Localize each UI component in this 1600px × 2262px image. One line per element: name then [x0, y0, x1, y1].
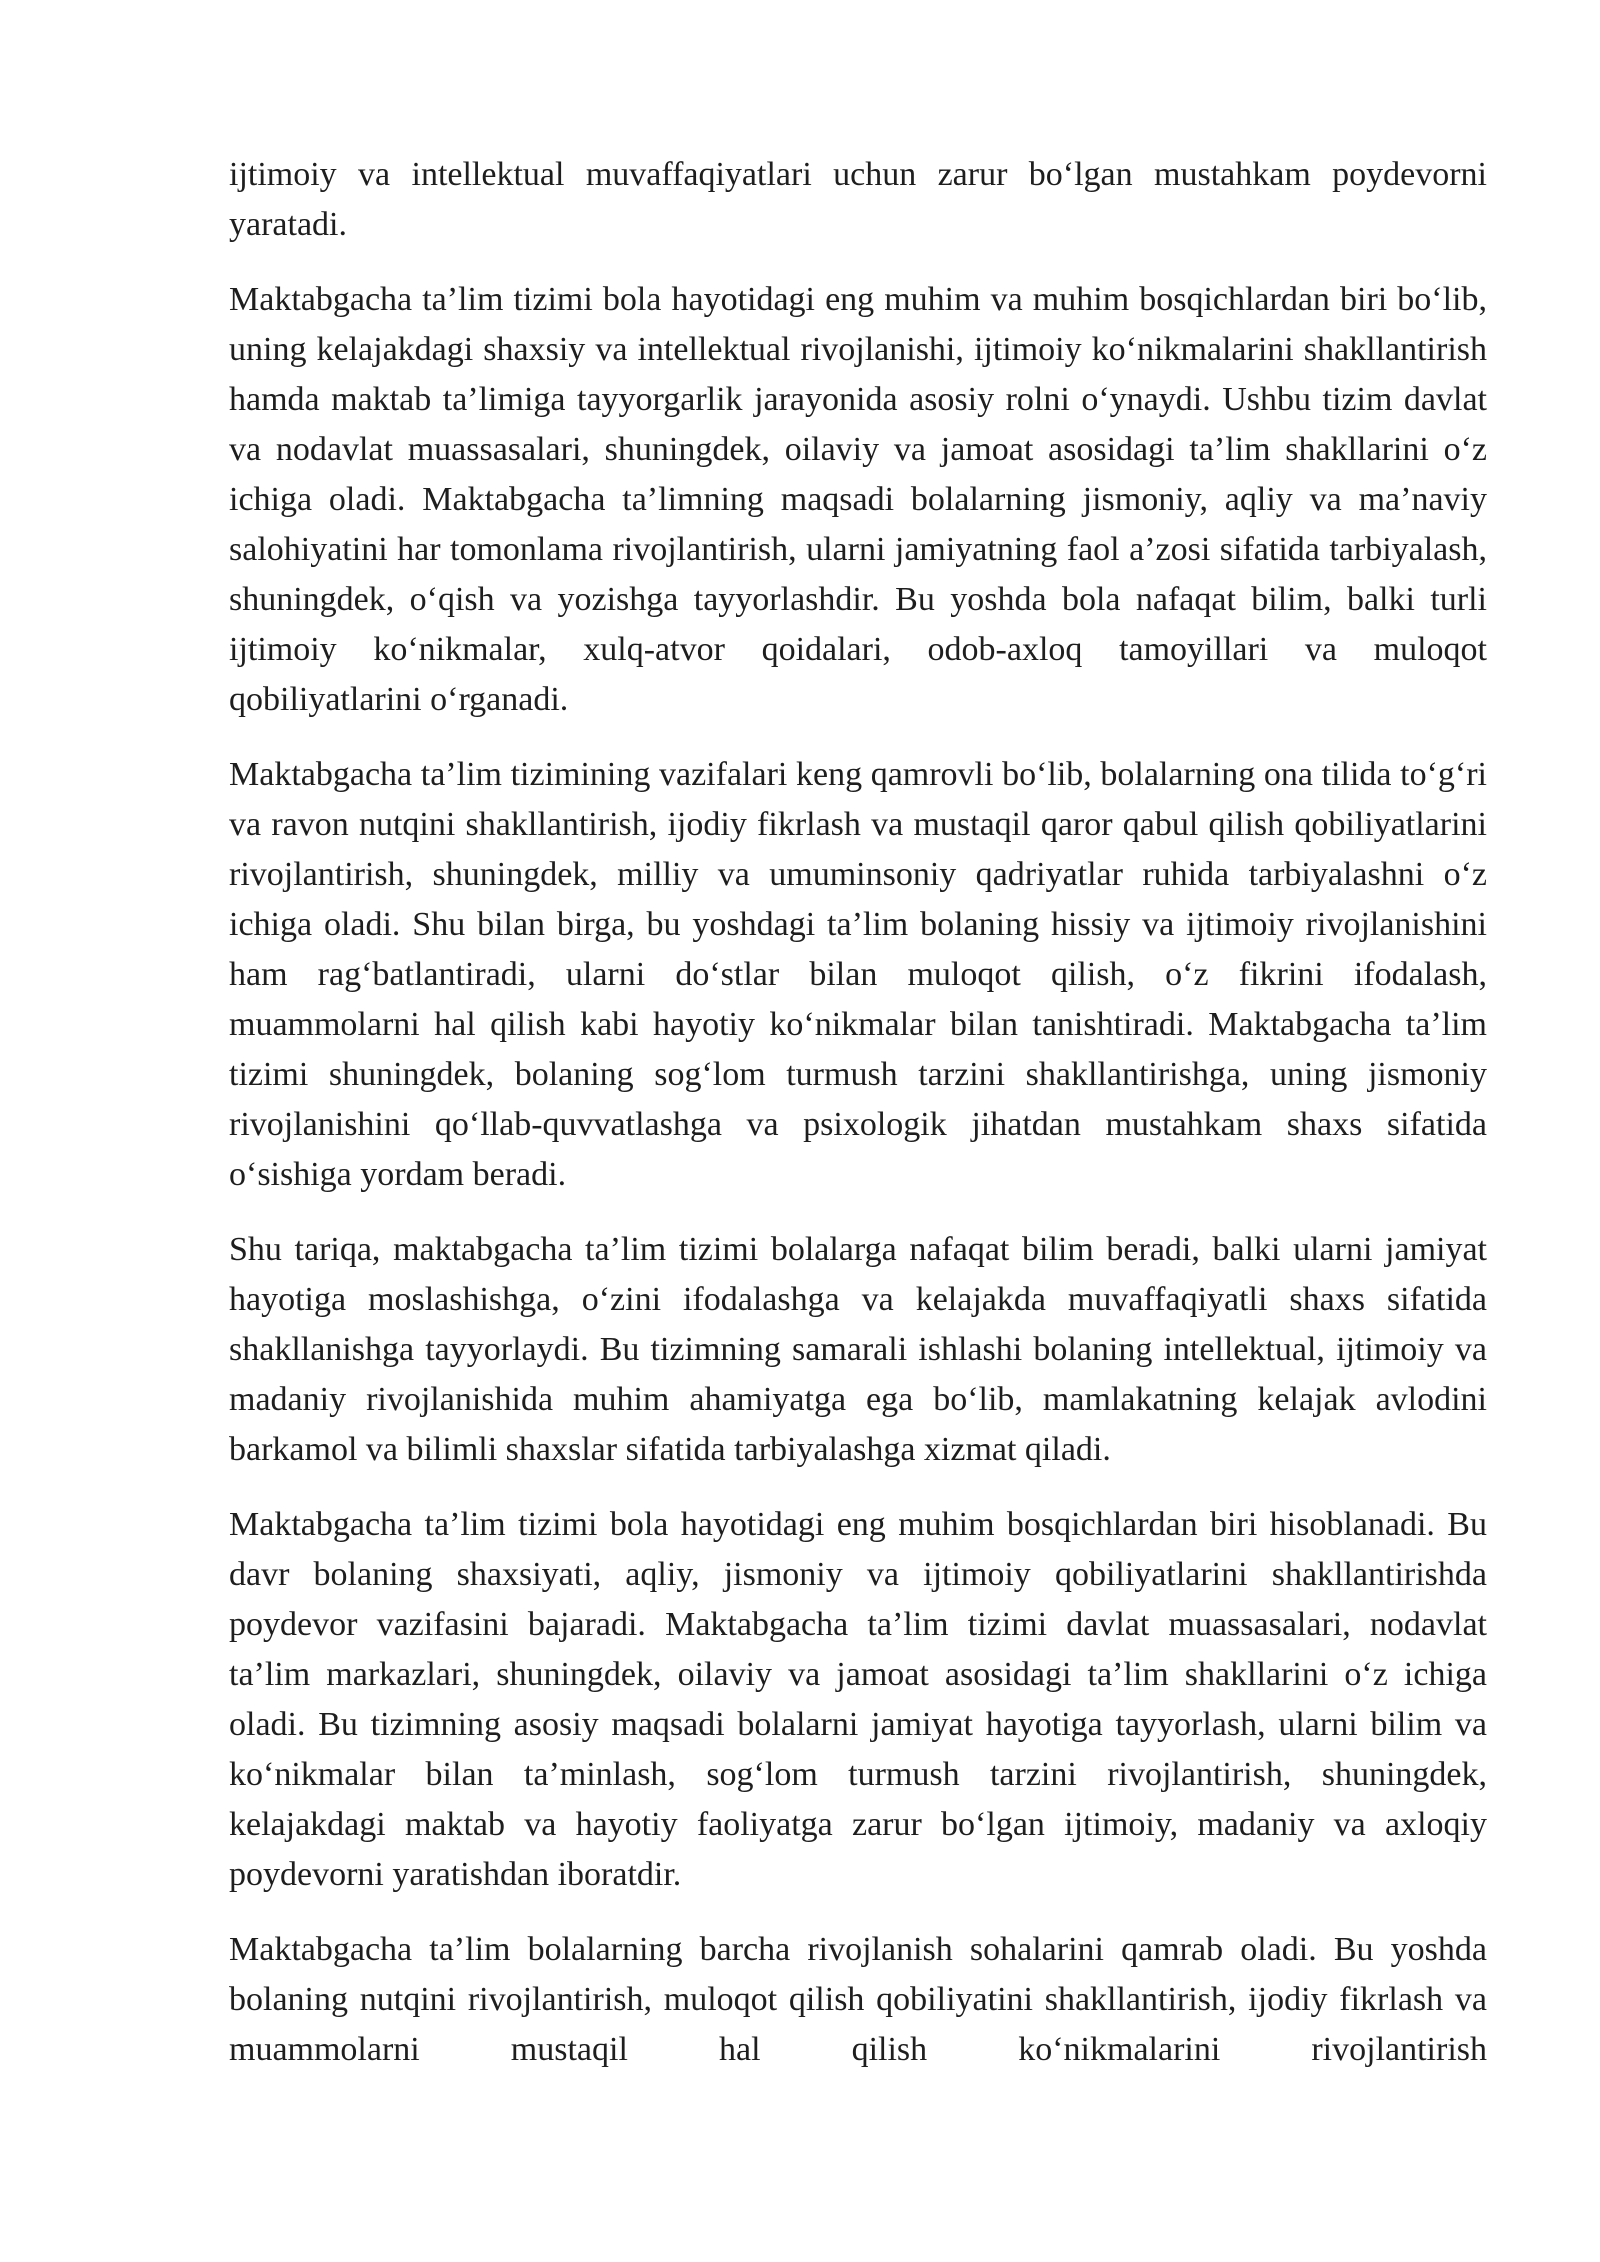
paragraph-summary: Shu tariqa, maktabgacha ta’lim tizimi bolalarga nafaqat bilim beradi, balki ularni jamiyat hayotiga moslashishga, o‘zini ifodalashga va kelajakda muvaffaqiyatli shaxs sifatida shakllanishga tayyorlaydi. Bu tizimning samarali ishlashi bolaning intellektual, ijtimoiy va madaniy rivojlanishida muhim ahamiyatga ega bo‘lib, mamlakatning kelajak avlodini barkamol va bilimli shaxslar sifatida tarbiyalashga xizmat qiladi.: [229, 1231, 1487, 1468]
paragraph-system-tasks: Maktabgacha ta’lim tizimining vazifalari keng qamrovli bo‘lib, bolalarning ona tilida to‘g‘ri va ravon nutqini shakllantirish, ijodiy fikrlash va mustaqil qaror qabul qilish qobiliyatlarini rivojlantirish, shuningdek, milliy va umuminsoniy qadriyatlar ruhida tarbiyalashni o‘z ichiga oladi. Shu bilan birga, bu yoshdagi ta’lim bolaning hissiy va ijtimoiy rivojlanishini ham rag‘batlantiradi, ularni do‘stlar bilan muloqot qilish, o‘z fikrini ifodalash, muammolarni hal qilish kabi hayotiy ko‘nikmalar bilan tanishtiradi. Maktabgacha ta’lim tizimi shuningdek, bolaning sog‘lom turmush tarzini shakllantirishga, uning jismoniy rivojlanishini qo‘llab-quvvatlashga va psixologik jihatdan mustahkam shaxs sifatida o‘sishiga yordam beradi.: [229, 756, 1487, 1193]
body-text: [229, 150, 1487, 2075]
paragraph-life-stage: Maktabgacha ta’lim tizimi bola hayotidagi eng muhim bosqichlardan biri hisoblanadi. Bu davr bolaning shaxsiyati, aqliy, jismoniy va ijtimoiy qobiliyatlarini shakllantirishda poydevor vazifasini bajaradi. Maktabgacha ta’lim tizimi davlat muassasalari, nodavlat ta’lim markazlari, shuningdek, oilaviy va jamoat asosidagi ta’lim shakllarini o‘z ichiga oladi. Bu tizimning asosiy maqsadi bolalarni jamiyat hayotiga tayyorlash, ularni bilim va ko‘nikmalar bilan ta’minlash, sog‘lom turmush tarzini rivojlantirish, shuningdek, kelajakdagi maktab va hayotiy faoliyatga zarur bo‘lgan ijtimoiy, madaniy va axloqiy poydevorni yaratishdan iboratdir.: [229, 1506, 1487, 1893]
paragraph-system-importance: Maktabgacha ta’lim tizimi bola hayotidagi eng muhim va muhim bosqichlardan biri bo‘lib, uning kelajakdagi shaxsiy va intellektual rivojlanishi, ijtimoiy ko‘nikmalarini shakllantirish hamda maktab ta’limiga tayyorgarlik jarayonida asosiy rolni o‘ynaydi. Ushbu tizim davlat va nodavlat muassasalari, shuningdek, oilaviy va jamoat asosidagi ta’lim shakllarini o‘z ichiga oladi. Maktabgacha ta’limning maqsadi bolalarning jismoniy, aqliy va ma’naviy salohiyatini har tomonlama rivojlantirish, ularni jamiyatning faol a’zosi sifatida tarbiyalash, shuningdek, o‘qish va yozishga tayyorlashdir. Bu yoshda bola nafaqat bilim, balki turli ijtimoiy ko‘nikmalar, xulq-atvor qoidalari, odob-axloq tamoyillari va muloqot qobiliyatlarini o‘rganadi.: [229, 281, 1487, 718]
paragraph-development-areas: Maktabgacha ta’lim bolalarning barcha rivojlanish sohalarini qamrab oladi. Bu yoshda bolaning nutqini rivojlantirish, muloqot qilish qobiliyatini shakllantirish, ijodiy fikrlash va muammolarni mustaqil hal qilish ko‘nikmalarini rivojlantirish: [229, 1931, 1487, 2068]
paragraph-continuation: ijtimoiy va intellektual muvaffaqiyatlari uchun zarur bo‘lgan mustahkam poydevorni yaratadi.: [229, 156, 1487, 243]
